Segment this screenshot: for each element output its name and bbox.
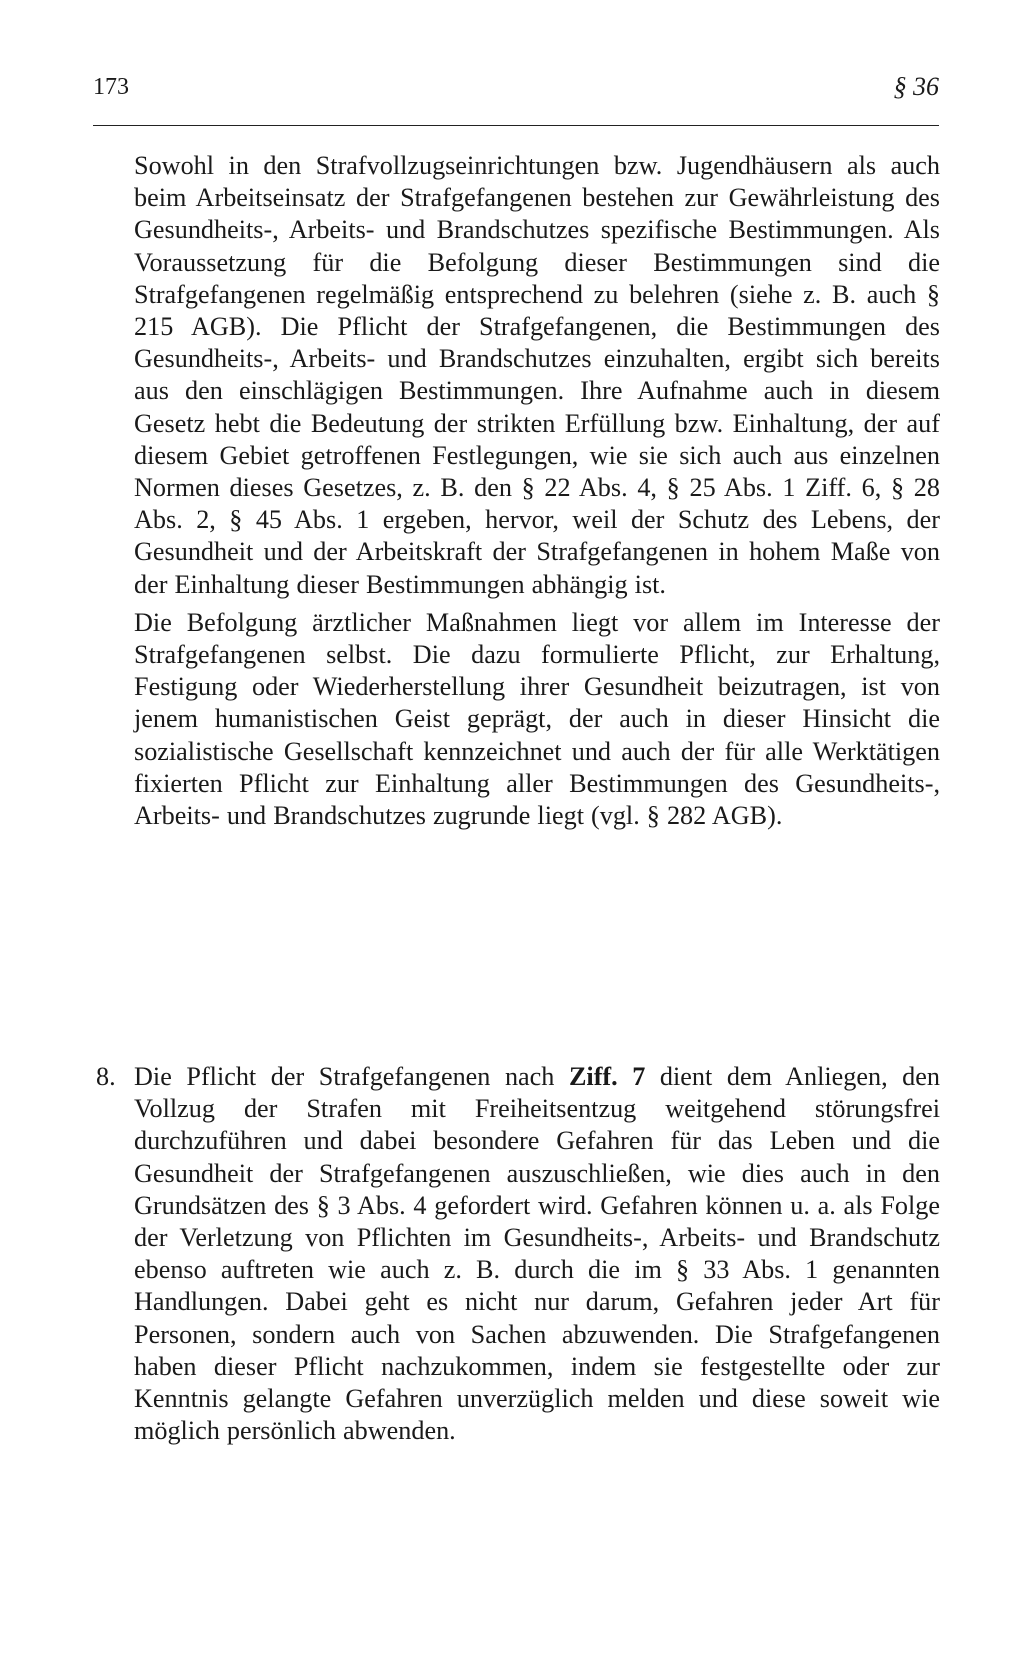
item-number: 8. [96,1062,116,1091]
page-number: 173 [93,74,129,100]
paragraph-1: Sowohl in den Strafvollzugseinrichtungen bzw. Jugendhäusern als auch beim Arbeitseinsatz der Strafgefangenen bestehen zur Gewährleistung des Gesundheits-, Arbeits- und Brandschutzes spezifische Bestimmungen. Als Voraussetzung für die Befolgung dieser Bestimmungen sind die Strafgefangenen regelmäßig entsprechend zu belehren (siehe z. B. auch § 215 AGB). Die Pflicht der Strafgefangenen, die Bestimmungen des Gesundheits-, Arbeits- und Brandschutzes einzuhalten, ergibt sich bereits aus den einschlägigen Bestimmungen. Ihre Aufnahme auch in diesem Gesetz hebt die Bedeutung der strikten Erfüllung bzw. Einhaltung, der auf diesem Gebiet getroffenen Festlegungen, wie sie sich auch aus einzelnen Normen dieses Gesetzes, z. B. den § 22 Abs. 4, § 25 Abs. 1 Ziff. 6, § 28 Abs. 2, § 45 Abs. 1 ergeben, hervor, weil der Schutz des Lebens, der Gesundheit und der Arbeitskraft der Strafgefangenen in hohem Maße von der Einhaltung dieser Bestimmungen abhängig ist. [134,151,940,599]
paragraph-2: Die Befolgung ärztlicher Maßnahmen liegt vor allem im Interesse der Strafgefangenen selbst. Die dazu formulierte Pflicht, zur Erhaltung, Festigung oder Wiederherstellung ihrer Gesundheit beizutragen, ist von jenem humanistischen Geist geprägt, der auch in dieser Hinsicht die sozialistische Gesellschaft kennzeichnet und auch der für alle Werktätigen fixierten Pflicht zur Einhaltung aller Bestimmungen des Gesundheits-, Arbeits- und Brandschutzes zugrunde liegt (vgl. § 282 AGB). [134,607,940,831]
item-8-text [134,1061,940,1447]
commentary-body [134,150,940,832]
header-divider [93,125,939,126]
page-header [93,66,939,106]
section-reference: § 36 [893,72,939,101]
item-8-text-rest: dient dem Anliegen, den Vollzug der Strafen mit Freiheitsentzug weitgehend störungsfrei durchzuführen und dabei besondere Gefahren für das Leben und die Gesundheit der Strafgefangenen auszuschließen, wie dies auch in den Grundsätzen des § 3 Abs. 4 gefordert wird. Gefahren können u. a. als Folge der Verletzung von Pflichten im Gesundheits-, Arbeits- und Brandschutz ebenso auftreten wie auch z. B. durch die im § 33 Abs. 1 genannten Handlungen. Dabei geht es nicht nur darum, Gefahren jeder Art für Personen, sondern auch von Sachen abzuwenden. Die Strafgefangenen haben dieser Pflicht nachzukommen, indem sie festgestellte oder zur Kenntnis gelangte Gefahren unverzüglich melden und diese soweit wie möglich persönlich abwenden. [134,1062,940,1446]
numbered-item-8 [96,1061,940,1447]
item-8-reference: Ziff. 7 [568,1062,646,1091]
item-8-text-start: Die Pflicht der Strafgefangenen nach [134,1062,569,1091]
